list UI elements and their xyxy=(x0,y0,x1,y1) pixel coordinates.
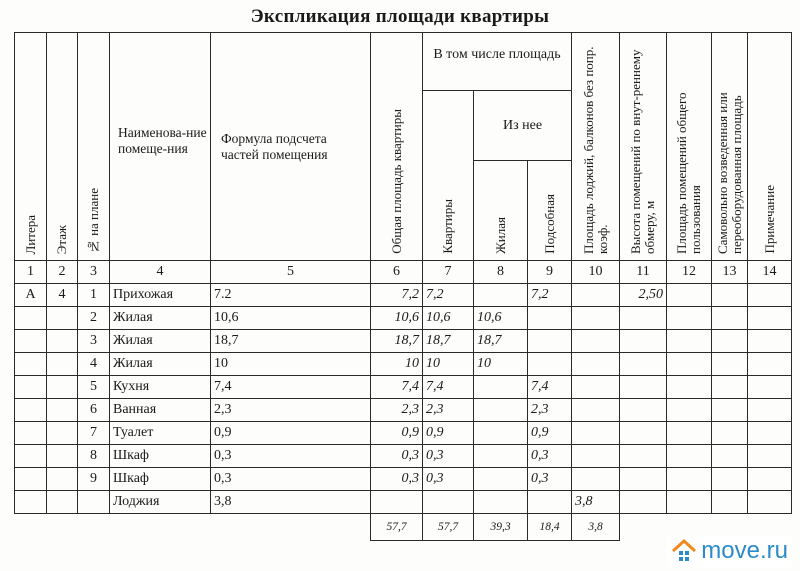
cell-name: Шкаф xyxy=(110,445,211,468)
cell-pods: 0,3 xyxy=(528,445,572,468)
cell-formula: 0,3 xyxy=(211,445,371,468)
cell-pods: 7,2 xyxy=(528,284,572,307)
col-num: 6 xyxy=(371,261,423,284)
col-num: 2 xyxy=(47,261,78,284)
table-row xyxy=(15,399,792,422)
header-primechanie: Примечание xyxy=(748,33,792,261)
cell-etazh: 4 xyxy=(47,284,78,307)
cell-empty xyxy=(712,422,748,445)
cell-empty xyxy=(667,353,712,376)
total-obshaya: 57,7 xyxy=(371,514,423,541)
cell-name: Кухня xyxy=(110,376,211,399)
cell-kv: 7,4 xyxy=(423,376,474,399)
cell-vys: 2,50 xyxy=(620,284,667,307)
cell-pods xyxy=(528,307,572,330)
total-kvartiry: 57,7 xyxy=(423,514,474,541)
table-row xyxy=(15,307,792,330)
cell-vys xyxy=(620,399,667,422)
total-podsobnaya: 18,4 xyxy=(528,514,572,541)
header-formula: Формула подсчета частей помещения xyxy=(211,33,371,261)
header-lodzhii: Площадь лоджий, балконов без попр. коэф. xyxy=(572,33,620,261)
cell-name: Ванная xyxy=(110,399,211,422)
cell-total: 7,4 xyxy=(371,376,423,399)
col-num: 7 xyxy=(423,261,474,284)
cell-zh xyxy=(474,284,528,307)
table-row xyxy=(15,491,792,514)
cell-name: Туалет xyxy=(110,422,211,445)
total-zhilaya: 39,3 xyxy=(474,514,528,541)
cell-total: 18,7 xyxy=(371,330,423,353)
header-kvartiry: Квартиры xyxy=(423,91,474,261)
cell-empty xyxy=(748,330,792,353)
col-num: 9 xyxy=(528,261,572,284)
cell-zh xyxy=(474,491,528,514)
cell-formula: 10 xyxy=(211,353,371,376)
cell-empty xyxy=(712,307,748,330)
cell-empty xyxy=(748,399,792,422)
cell-formula: 10,6 xyxy=(211,307,371,330)
cell-pods: 0,3 xyxy=(528,468,572,491)
cell-etazh xyxy=(47,399,78,422)
cell-litera xyxy=(15,307,47,330)
cell-formula: 0,9 xyxy=(211,422,371,445)
col-num: 14 xyxy=(748,261,792,284)
cell-name: Жилая xyxy=(110,353,211,376)
cell-zh: 10 xyxy=(474,353,528,376)
cell-litera xyxy=(15,491,47,514)
explication-table xyxy=(14,32,792,541)
cell-litera xyxy=(15,353,47,376)
cell-etazh xyxy=(47,468,78,491)
cell-formula: 0,3 xyxy=(211,468,371,491)
cell-num: 9 xyxy=(78,468,110,491)
cell-etazh xyxy=(47,307,78,330)
table-row xyxy=(15,353,792,376)
cell-empty xyxy=(748,491,792,514)
cell-name: Жилая xyxy=(110,307,211,330)
cell-formula: 3,8 xyxy=(211,491,371,514)
cell-litera xyxy=(15,399,47,422)
header-etazh: Этаж xyxy=(47,33,78,261)
cell-lodzh xyxy=(572,445,620,468)
cell-empty xyxy=(712,330,748,353)
cell-litera xyxy=(15,468,47,491)
header-podsobnaya: Подсобная xyxy=(528,161,572,261)
cell-vys xyxy=(620,330,667,353)
cell-zh: 18,7 xyxy=(474,330,528,353)
header-vysota: Высота помещений по внут-реннему обмеру, м xyxy=(620,33,667,261)
cell-empty xyxy=(748,307,792,330)
table-row xyxy=(15,445,792,468)
cell-pods: 2,3 xyxy=(528,399,572,422)
cell-formula: 7.2 xyxy=(211,284,371,307)
cell-pods: 7,4 xyxy=(528,376,572,399)
cell-etazh xyxy=(47,445,78,468)
cell-num: 7 xyxy=(78,422,110,445)
header-v-tom-chisle: В том числе площадь xyxy=(423,33,572,91)
cell-litera xyxy=(15,445,47,468)
cell-total: 0,3 xyxy=(371,445,423,468)
cell-total: 0,9 xyxy=(371,422,423,445)
cell-vys xyxy=(620,468,667,491)
cell-kv: 0,9 xyxy=(423,422,474,445)
cell-empty xyxy=(667,422,712,445)
cell-empty xyxy=(748,468,792,491)
col-num: 4 xyxy=(110,261,211,284)
col-num: 10 xyxy=(572,261,620,284)
cell-litera: А xyxy=(15,284,47,307)
cell-lodzh xyxy=(572,353,620,376)
header-samovolno: Самовольно возведенная или переоборудованная площадь xyxy=(712,33,748,261)
cell-empty xyxy=(712,376,748,399)
cell-empty xyxy=(667,284,712,307)
cell-empty xyxy=(712,468,748,491)
cell-name: Жилая xyxy=(110,330,211,353)
cell-total: 10,6 xyxy=(371,307,423,330)
cell-name: Лоджия xyxy=(110,491,211,514)
cell-formula: 2,3 xyxy=(211,399,371,422)
col-num: 1 xyxy=(15,261,47,284)
cell-total: 0,3 xyxy=(371,468,423,491)
cell-name: Шкаф xyxy=(110,468,211,491)
cell-vys xyxy=(620,307,667,330)
col-num: 11 xyxy=(620,261,667,284)
cell-empty xyxy=(667,376,712,399)
cell-total xyxy=(371,491,423,514)
cell-lodzh xyxy=(572,284,620,307)
cell-etazh xyxy=(47,491,78,514)
cell-pods xyxy=(528,491,572,514)
cell-empty xyxy=(667,307,712,330)
cell-empty xyxy=(748,376,792,399)
cell-empty xyxy=(667,330,712,353)
cell-num: 6 xyxy=(78,399,110,422)
cell-lodzh xyxy=(572,376,620,399)
cell-etazh xyxy=(47,422,78,445)
cell-empty xyxy=(712,445,748,468)
cell-lodzh xyxy=(572,330,620,353)
header-litera: Литера xyxy=(15,33,47,261)
total-lodzhii: 3,8 xyxy=(572,514,620,541)
cell-name: Прихожая xyxy=(110,284,211,307)
brand-label: move.ru xyxy=(701,537,788,564)
header-nomer: № на плане xyxy=(78,33,110,261)
header-iz-nee: Из нее xyxy=(474,91,572,161)
header-naimenovanie: Наименова-ние помеще-ния xyxy=(110,33,211,261)
cell-num: 3 xyxy=(78,330,110,353)
cell-total: 7,2 xyxy=(371,284,423,307)
cell-zh xyxy=(474,399,528,422)
cell-zh xyxy=(474,422,528,445)
cell-lodzh xyxy=(572,399,620,422)
cell-empty xyxy=(748,422,792,445)
table-row xyxy=(15,422,792,445)
table-row xyxy=(15,376,792,399)
cell-empty xyxy=(712,491,748,514)
cell-zh xyxy=(474,445,528,468)
document-title: Экспликация площади квартиры xyxy=(250,6,550,27)
cell-vys xyxy=(620,491,667,514)
cell-pods: 0,9 xyxy=(528,422,572,445)
table-row xyxy=(15,284,792,307)
header-zhilaya: Жилая xyxy=(474,161,528,261)
cell-empty xyxy=(712,399,748,422)
col-num: 3 xyxy=(78,261,110,284)
cell-num xyxy=(78,491,110,514)
cell-kv: 2,3 xyxy=(423,399,474,422)
cell-empty xyxy=(712,353,748,376)
cell-kv: 18,7 xyxy=(423,330,474,353)
cell-formula: 7,4 xyxy=(211,376,371,399)
cell-vys xyxy=(620,445,667,468)
cell-empty xyxy=(667,445,712,468)
cell-zh xyxy=(474,468,528,491)
cell-zh: 10,6 xyxy=(474,307,528,330)
cell-pods xyxy=(528,353,572,376)
cell-vys xyxy=(620,353,667,376)
cell-litera xyxy=(15,376,47,399)
cell-vys xyxy=(620,376,667,399)
cell-empty xyxy=(712,284,748,307)
cell-kv: 0,3 xyxy=(423,445,474,468)
cell-lodzh xyxy=(572,307,620,330)
cell-litera xyxy=(15,422,47,445)
cell-empty xyxy=(748,353,792,376)
col-num: 5 xyxy=(211,261,371,284)
cell-empty xyxy=(748,284,792,307)
col-num: 12 xyxy=(667,261,712,284)
cell-litera xyxy=(15,330,47,353)
cell-etazh xyxy=(47,330,78,353)
cell-empty xyxy=(667,468,712,491)
table-row xyxy=(15,330,792,353)
cell-num: 5 xyxy=(78,376,110,399)
cell-etazh xyxy=(47,353,78,376)
house-icon xyxy=(671,538,697,564)
cell-lodzh xyxy=(572,422,620,445)
cell-total: 10 xyxy=(371,353,423,376)
cell-pods xyxy=(528,330,572,353)
cell-kv: 0,3 xyxy=(423,468,474,491)
cell-lodzh xyxy=(572,468,620,491)
cell-total: 2,3 xyxy=(371,399,423,422)
col-num: 8 xyxy=(474,261,528,284)
cell-kv: 7,2 xyxy=(423,284,474,307)
cell-num: 2 xyxy=(78,307,110,330)
header-obsh-polz: Площадь помещений общего пользования xyxy=(667,33,712,261)
col-num: 13 xyxy=(712,261,748,284)
cell-num: 4 xyxy=(78,353,110,376)
table-row xyxy=(15,468,792,491)
cell-zh xyxy=(474,376,528,399)
header-obshaya: Общая площадь квартиры xyxy=(371,33,423,261)
cell-num: 8 xyxy=(78,445,110,468)
column-numbers-row xyxy=(15,261,792,284)
cell-empty xyxy=(667,491,712,514)
cell-empty xyxy=(667,399,712,422)
move-ru-watermark xyxy=(667,535,792,567)
cell-kv xyxy=(423,491,474,514)
cell-etazh xyxy=(47,376,78,399)
cell-formula: 18,7 xyxy=(211,330,371,353)
cell-kv: 10 xyxy=(423,353,474,376)
cell-vys xyxy=(620,422,667,445)
cell-empty xyxy=(748,445,792,468)
cell-kv: 10,6 xyxy=(423,307,474,330)
cell-num: 1 xyxy=(78,284,110,307)
cell-lodzh: 3,8 xyxy=(572,491,620,514)
